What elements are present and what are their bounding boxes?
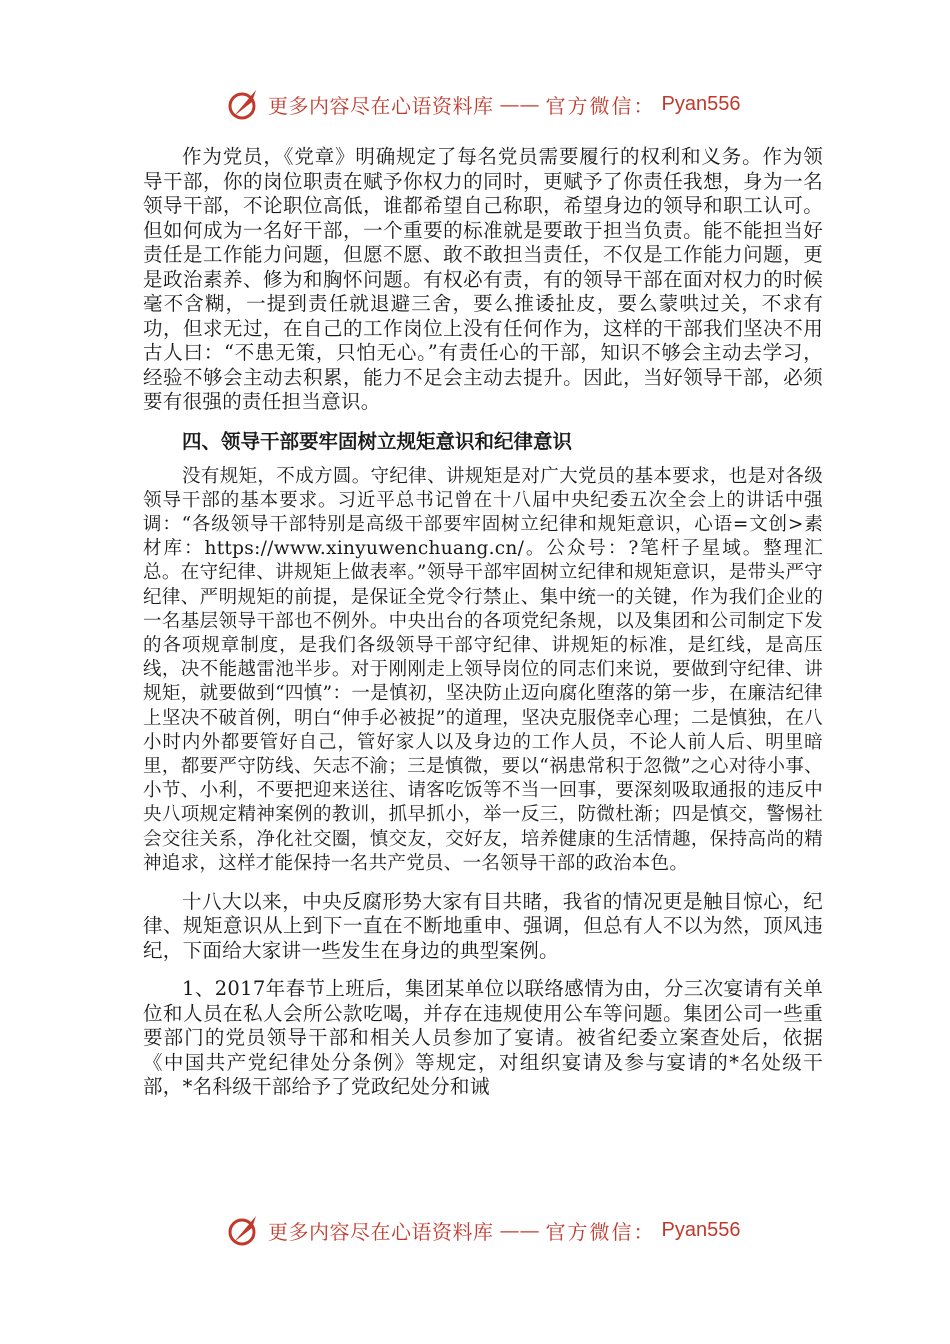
- paragraph-discipline: 没有规矩，不成方圆。守纪律、讲规矩是对广大党员的基本要求，也是对各级领导干部的基本要求。习近平总书记曾在十八届中央纪委五次全会上的讲话中强调：“各级领导干部特别是高级干部要牢固树立纪律和规矩意识，心语=文创>素材库：https://www.xinyuwenchuang.cn/。公众号：?笔杆子星域。整理汇总。在守纪律、讲规矩上做表率。”领导干部牢固树立纪律和规矩意识，是带头严守纪律、严明规矩的前提，是保证全党令行禁止、集中统一的关键，作为我们企业的一名基层领导干部也不例外。中央出台的各项党纪条规，以及集团和公司制定下发的各项规章制度，是我们各级领导干部守纪律、讲规矩的标准，是红线，是高压线，决不能越雷池半步。对于刚刚走上领导岗位的同志们来说，要做到守纪律、讲规矩，就要做到“四慎”：一是慎初，坚决防止迈向腐化堕落的第一步，在廉洁纪律上坚决不破首例，明白“伸手必被捉”的道理，坚决克服侥幸心理；二是慎独，在八小时内外都要管好自己，管好家人以及身边的工作人员，不论人前人后、明里暗里，都要严守防线、矢志不渝；三是慎微，要以“祸患常积于忽微”之心对待小事、小节、小利，不要把迎来送往、请客吃饭等不当一回事，要深刻吸取通报的违反中央八项规定精神案例的教训，抓早抓小，举一反三，防微杜渐；四是慎交，警惕社会交往关系，净化社交圈，慎交友，交好友，培养健康的生活情趣，保持高尚的精神追求，这样才能保持一名共产党员、一名领导干部的政治本色。: [143, 465, 823, 874]
- header-banner: [226, 84, 740, 124]
- banner-dash: ——: [499, 1218, 540, 1242]
- paragraph-case-1: 1、2017年春节上班后，集团某单位以联络感情为由，分三次宴请有关单位和人员在私人会所公款吃喝，并存在违规使用公车等问题。集团公司一些重要部门的党员领导干部和相关人员参加了宴请。被省纪委立案查处后，依据《中国共产党纪律处分条例》等规定，对组织宴请及参与宴请的*名处级干部，*名科级干部给予了党政纪处分和诫: [143, 977, 823, 1099]
- quill-logo-icon: [226, 86, 262, 122]
- document-body: [143, 145, 823, 1100]
- banner-dash: ——: [499, 92, 540, 116]
- wechat-id: Pyan556: [661, 92, 741, 115]
- paragraph-responsibility: 作为党员，《党章》明确规定了每名党员需要履行的权利和义务。作为领导干部，你的岗位职责在赋予你权力的同时，更赋予了你责任我想，身为一名领导干部，不论职位高低，谁都希望自己称职，希望身边的领导和职工认可。但如何成为一名好干部，一个重要的标准就是要敢于担当负责。能不能担当好责任是工作能力问题，但愿不愿、敢不敢担当责任，不仅是工作能力问题，更是政治素养、修为和胸怀问题。有权必有责，有的领导干部在面对权力的时候毫不含糊，一提到责任就退避三舍，要么推诿扯皮，要么蒙哄过关，不求有功，但求无过，在自己的工作岗位上没有任何作为，这样的干部我们坚决不用古人曰：“不患无策，只怕无心。”有责任心的干部，知识不够会主动去学习，经验不够会主动去积累，能力不足会主动去提升。因此，当好领导干部，必须要有很强的责任担当意识。: [143, 145, 823, 413]
- paragraph-cases-intro: 十八大以来，中央反腐形势大家有目共睹，我省的情况更是触目惊心，纪律、规矩意识从上到下一直在不断地重申、强调，但总有人不以为然，顶风违纪，下面给大家讲一些发生在身边的典型案例。: [143, 889, 823, 962]
- wechat-label: 官方微信：: [545, 93, 656, 118]
- site-name: 更多内容尽在心语资料库: [268, 1219, 494, 1244]
- wechat-label: 官方微信：: [545, 1219, 656, 1244]
- section-heading-4: 四、领导干部要牢固树立规矩意识和纪律意识: [182, 429, 573, 453]
- wechat-id: Pyan556: [661, 1218, 741, 1241]
- footer-banner: [226, 1210, 740, 1250]
- quill-logo-icon: [226, 1212, 262, 1248]
- site-name: 更多内容尽在心语资料库: [268, 93, 494, 118]
